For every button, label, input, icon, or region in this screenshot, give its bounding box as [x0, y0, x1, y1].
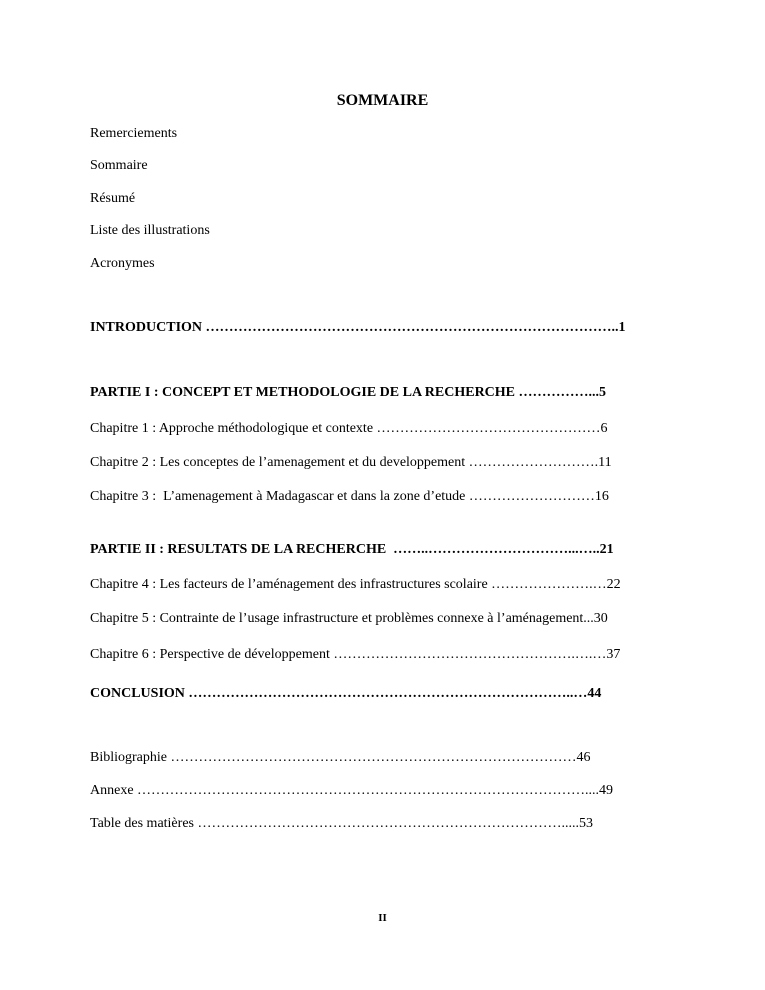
toc-chapitre-2: Chapitre 2 : Les conceptes de l’amenagement et du developpement ……………………….11 [90, 455, 612, 470]
toc-item-resume: Résumé [90, 191, 136, 206]
toc-bibliographie: Bibliographie ……………………………………………………………………………46 [90, 750, 591, 765]
toc-item-liste-illustrations: Liste des illustrations [90, 223, 210, 238]
page-number: II [378, 912, 387, 924]
toc-item-acronymes: Acronymes [90, 256, 155, 271]
toc-chapitre-3: Chapitre 3 : L’amenagement à Madagascar et dans la zone d’etude ………………………16 [90, 489, 609, 504]
toc-chapitre-4: Chapitre 4 : Les facteurs de l’aménagement des infrastructures scolaire ………………….…22 [90, 577, 621, 592]
toc-chapitre-6: Chapitre 6 : Perspective de développement …………………………………………….….…37 [90, 647, 621, 662]
toc-chapitre-1: Chapitre 1 : Approche méthodologique et contexte …………………………………………6 [90, 421, 608, 436]
toc-item-sommaire: Sommaire [90, 158, 148, 173]
toc-partie-1: PARTIE I : CONCEPT ET METHODOLOGIE DE LA RECHERCHE ……………...5 [90, 385, 607, 400]
toc-table-des-matieres: Table des matières …………………………………………………………………….....53 [90, 816, 593, 831]
toc-conclusion: CONCLUSION ………………………………………………………………………..…44 [90, 686, 602, 701]
toc-item-remerciements: Remerciements [90, 126, 178, 141]
toc-chapitre-5: Chapitre 5 : Contrainte de l’usage infrastructure et problèmes connexe à l’aménagement...30 [90, 611, 608, 626]
page-title: SOMMAIRE [336, 92, 429, 109]
toc-introduction: INTRODUCTION ……………………………………………………………………………..1 [90, 320, 626, 335]
toc-partie-2: PARTIE II : RESULTATS DE LA RECHERCHE ……..…………………………...…..21 [90, 542, 614, 557]
toc-annexe: Annexe ……………………………………………………………………………………....49 [90, 783, 614, 798]
